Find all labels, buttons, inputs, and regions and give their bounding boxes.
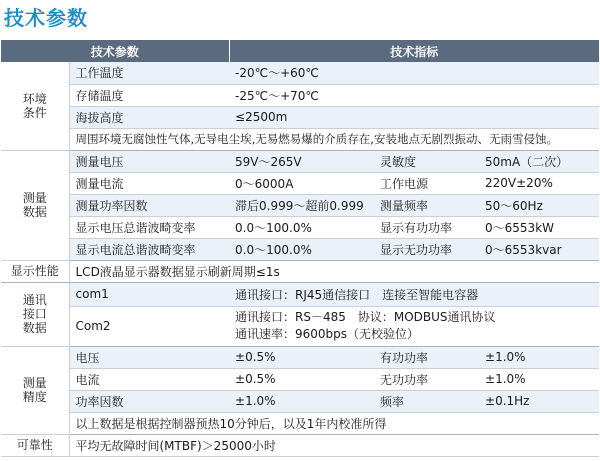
table-row — [1, 260, 599, 282]
row-value: ≤2500m — [229, 106, 599, 128]
row-value: 0.0～100.0% — [229, 216, 374, 238]
row-value: 通讯接口：RJ45通信接口 连接至智能电容器 — [229, 282, 599, 306]
table-row — [1, 412, 599, 434]
row-value: ±0.1Hz — [479, 390, 599, 412]
table-row — [1, 346, 599, 368]
table-row — [1, 62, 599, 84]
row-label: 有功功率 — [374, 346, 479, 368]
com2-line1: 通讯接口：RS－485 协议：MODBUS通讯协议 — [235, 310, 496, 324]
row-value: 0～6553kvar — [479, 238, 599, 260]
category-env: 环境 条件 — [1, 62, 69, 150]
table-row — [1, 194, 599, 216]
row-label: 频率 — [374, 390, 479, 412]
row-value: ±1.0% — [479, 368, 599, 390]
row-label: 测量电流 — [69, 172, 229, 194]
row-value: -25℃～+70℃ — [229, 84, 599, 106]
row-label: 无功功率 — [374, 368, 479, 390]
row-value — [229, 306, 599, 346]
row-value: 59V～265V — [229, 150, 374, 172]
row-label: 工作电源 — [374, 172, 479, 194]
row-value: ±1.0% — [229, 390, 374, 412]
row-value: ±0.5% — [229, 346, 374, 368]
row-label: 显示无功功率 — [374, 238, 479, 260]
row-value: ±0.5% — [229, 368, 374, 390]
row-value: 0～6000A — [229, 172, 374, 194]
row-label: 显示电流总谐波畸变率 — [69, 238, 229, 260]
row-label: 灵敏度 — [374, 150, 479, 172]
row-value: 0～6553kW — [479, 216, 599, 238]
header-param: 技术参数 — [1, 40, 229, 62]
row-label: 工作温度 — [69, 62, 229, 84]
table-row — [1, 368, 599, 390]
row-label: 测量电压 — [69, 150, 229, 172]
row-value: 220V±20% — [479, 172, 599, 194]
spec-table — [1, 40, 599, 457]
row-value: ±1.0% — [479, 346, 599, 368]
row-label: 功率因数 — [69, 390, 229, 412]
row-label: com1 — [69, 282, 229, 306]
row-value: -20℃～+60℃ — [229, 62, 599, 84]
row-label: 测量频率 — [374, 194, 479, 216]
com2-line2: 通讯速率：9600bps（无校验位） — [235, 327, 420, 341]
table-row — [1, 128, 599, 150]
table-row — [1, 282, 599, 306]
row-label: 测量功率因数 — [69, 194, 229, 216]
category-display: 显示性能 — [1, 260, 69, 282]
category-measure: 测量 数据 — [1, 150, 69, 260]
row-label: 电流 — [69, 368, 229, 390]
table-row — [1, 306, 599, 346]
table-row — [1, 434, 599, 456]
category-accuracy: 测量 精度 — [1, 346, 69, 434]
row-value: 0.0～100.0% — [229, 238, 374, 260]
reliability-value: 平均无故障时间(MTBF)＞25000小时 — [69, 434, 599, 456]
table-row — [1, 172, 599, 194]
table-row — [1, 150, 599, 172]
row-label: 存储温度 — [69, 84, 229, 106]
row-label: 显示电压总谐波畸变率 — [69, 216, 229, 238]
row-label: 显示有功功率 — [374, 216, 479, 238]
row-label: 海拔高度 — [69, 106, 229, 128]
header-spec: 技术指标 — [229, 40, 599, 62]
row-value: 50～60Hz — [479, 194, 599, 216]
table-row — [1, 106, 599, 128]
row-value: 滞后0.999～超前0.999 — [229, 194, 374, 216]
table-row — [1, 238, 599, 260]
table-row — [1, 390, 599, 412]
table-row — [1, 84, 599, 106]
category-reliability: 可靠性 — [1, 434, 69, 456]
category-comm: 通讯 接口 数据 — [1, 282, 69, 346]
table-row — [1, 216, 599, 238]
page-title: 技术参数 — [4, 6, 88, 30]
accuracy-note: 以上数据是根据控制器预热10分钟后，以及1年内校准所得 — [69, 412, 599, 434]
env-note: 周围环境无腐蚀性气体,无导电尘埃,无易燃易爆的介质存在,安装地点无剧烈振动、无雨雪侵蚀。 — [69, 128, 599, 150]
row-label: Com2 — [69, 306, 229, 346]
display-value: LCD液晶显示器数据显示刷新周期≤1s — [69, 260, 599, 282]
row-value: 50mA（二次） — [479, 150, 599, 172]
row-label: 电压 — [69, 346, 229, 368]
table-header — [1, 40, 599, 62]
